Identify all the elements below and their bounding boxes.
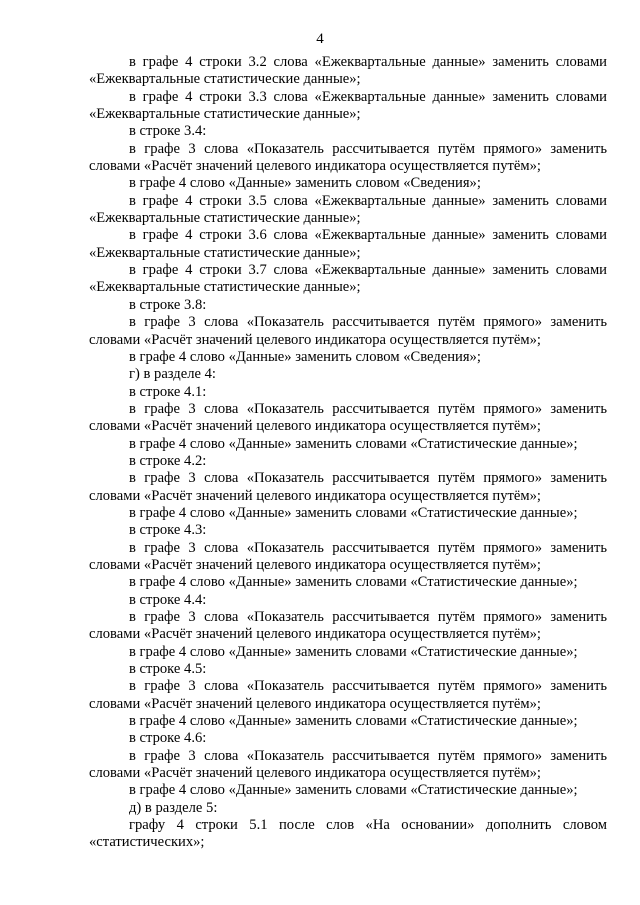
paragraph: в строке 4.5: xyxy=(129,661,207,678)
paragraph: в строке 3.8: xyxy=(129,296,207,313)
section-heading: г) в разделе 4: xyxy=(129,366,216,383)
paragraph: в графе 3 слова «Показатель рассчитывается путём прямого» заменить словами «Расчёт значений целевого индикатора осуществляется путём»; xyxy=(89,470,607,504)
paragraph: в графе 4 строки 3.2 слова «Ежеквартальные данные» заменить словами «Ежеквартальные статистические данные»; xyxy=(89,54,607,88)
paragraph: в графе 4 слово «Данные» заменить словами «Статистические данные»; xyxy=(129,574,578,591)
paragraph: в графе 4 слово «Данные» заменить словом «Сведения»; xyxy=(129,348,481,365)
paragraph: в графе 4 слово «Данные» заменить словом «Сведения»; xyxy=(129,175,481,192)
paragraph: в графе 3 слова «Показатель рассчитывается путём прямого» заменить словами «Расчёт значений целевого индикатора осуществляется путём»; xyxy=(89,609,607,643)
paragraph: в графе 4 слово «Данные» заменить словами «Статистические данные»; xyxy=(129,713,578,730)
paragraph: графу 4 строки 5.1 после слов «На основании» дополнить словом «статистических»; xyxy=(89,817,607,851)
document-body xyxy=(89,54,607,852)
paragraph: в строке 4.1: xyxy=(129,383,207,400)
paragraph: в графе 3 слова «Показатель рассчитывается путём прямого» заменить словами «Расчёт значений целевого индикатора осуществляется путём»; xyxy=(89,539,607,573)
paragraph: в графе 3 слова «Показатель рассчитывается путём прямого» заменить словами «Расчёт значений целевого индикатора осуществляется путём»; xyxy=(89,678,607,712)
paragraph: в графе 4 слово «Данные» заменить словами «Статистические данные»; xyxy=(129,504,578,521)
paragraph: в строке 4.2: xyxy=(129,452,207,469)
paragraph: в графе 3 слова «Показатель рассчитывается путём прямого» заменить словами «Расчёт значений целевого индикатора осуществляется путём»; xyxy=(89,314,607,348)
paragraph: в графе 4 строки 3.5 слова «Ежеквартальные данные» заменить словами «Ежеквартальные статистические данные»; xyxy=(89,192,607,227)
paragraph: в графе 3 слова «Показатель рассчитывается путём прямого» заменить словами «Расчёт значений целевого индикатора осуществляется путём»; xyxy=(89,400,607,435)
paragraph: в графе 3 слова «Показатель рассчитывается путём прямого» заменить словами «Расчёт значений целевого индикатора осуществляется путём»; xyxy=(89,747,607,782)
paragraph: в графе 4 слово «Данные» заменить словами «Статистические данные»; xyxy=(129,643,578,660)
paragraph: в графе 4 строки 3.6 слова «Ежеквартальные данные» заменить словами «Ежеквартальные статистические данные»; xyxy=(89,227,607,261)
paragraph: в строке 4.4: xyxy=(129,591,207,608)
paragraph: в графе 4 строки 3.3 слова «Ежеквартальные данные» заменить словами «Ежеквартальные статистические данные»; xyxy=(89,88,607,123)
section-heading: д) в разделе 5: xyxy=(129,799,218,816)
paragraph: в графе 4 строки 3.7 слова «Ежеквартальные данные» заменить словами «Ежеквартальные статистические данные»; xyxy=(89,262,607,296)
paragraph: в графе 3 слова «Показатель рассчитывается путём прямого» заменить словами «Расчёт значений целевого индикатора осуществляется путём»; xyxy=(89,140,607,175)
paragraph: в строке 4.3: xyxy=(129,522,207,539)
paragraph: в графе 4 слово «Данные» заменить словами «Статистические данные»; xyxy=(129,435,578,452)
paragraph: в строке 4.6: xyxy=(129,730,207,747)
paragraph: в графе 4 слово «Данные» заменить словами «Статистические данные»; xyxy=(129,782,578,799)
page-number: 4 xyxy=(316,31,324,47)
paragraph: в строке 3.4: xyxy=(129,123,207,140)
